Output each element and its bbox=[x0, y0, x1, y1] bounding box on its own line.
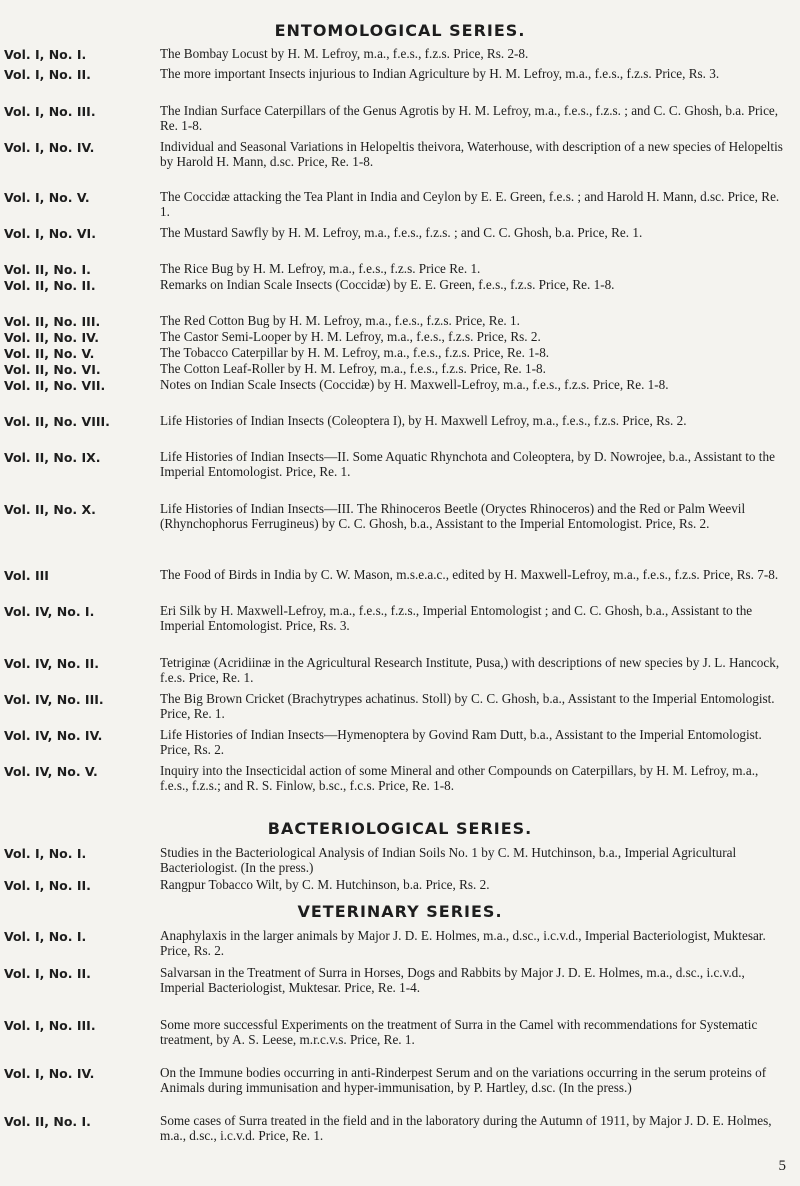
entry-description: Tetriginæ (Acridiinæ in the Agricultural Research Institute, Pusa,) with descriptions of new species by J. L. Hancock, f.e.s. Price, Re. 1. bbox=[160, 655, 780, 685]
volume-number: Vol. IV, No. V. bbox=[4, 764, 98, 779]
section-title-entomological: ENTOMOLOGICAL SERIES. bbox=[274, 21, 526, 40]
entry-description: The Big Brown Cricket (Brachytrypes achatinus. Stoll) by C. C. Ghosh, b.a., Assistant to the Imperial Entomologist. Price, Re. 1. bbox=[160, 691, 775, 721]
entry-description: The Rice Bug by H. M. Lefroy, m.a., f.e.s., f.z.s. Price Re. 1. bbox=[160, 261, 481, 276]
volume-number: Vol. I, No. V. bbox=[4, 190, 90, 205]
entry-description: The Castor Semi-Looper by H. M. Lefroy, m.a., f.e.s., f.z.s. Price, Rs. 2. bbox=[160, 329, 541, 344]
entry-description: Life Histories of Indian Insects (Coleoptera I), by H. Maxwell Lefroy, m.a., f.e.s., f.z.s. Price, Rs. 2. bbox=[160, 413, 687, 428]
volume-number: Vol. II, No. III. bbox=[4, 314, 101, 329]
entry-description: The Coccidæ attacking the Tea Plant in India and Ceylon by E. E. Green, f.e.s. ; and Harold H. Mann, d.sc. Price, Re. 1. bbox=[160, 189, 780, 219]
volume-number: Vol. I, No. II. bbox=[4, 966, 91, 981]
entry-description: The Tobacco Caterpillar by H. M. Lefroy, m.a., f.e.s., f.z.s. Price, Re. 1-8. bbox=[160, 345, 550, 360]
volume-number: Vol. II, No. II. bbox=[4, 278, 96, 293]
volume-number: Vol. I, No. I. bbox=[4, 929, 87, 944]
section-title-bacteriological: BACTERIOLOGICAL SERIES. bbox=[267, 819, 533, 838]
volume-number: Vol. II, No. X. bbox=[4, 502, 96, 517]
entry-description: Anaphylaxis in the larger animals by Major J. D. E. Holmes, m.a., d.sc., i.c.v.d., Imperial Bacteriologist, Muktesar. Price, Rs. 2. bbox=[160, 928, 766, 958]
entry-description: Salvarsan in the Treatment of Surra in Horses, Dogs and Rabbits by Major J. D. E. Holmes, m.a., d.sc., i.c.v.d., Imperial Bacteriologist, Muktesar. Price, Re. 1-4. bbox=[160, 965, 745, 995]
volume-number: Vol. I, No. IV. bbox=[4, 140, 95, 155]
entry-description: Some cases of Surra treated in the field and in the laboratory during the Autumn of 1911, by Major J. D. E. Holmes, m.a., d.sc., i.c.v.d. Price, Re. 1. bbox=[160, 1113, 772, 1143]
entry-description: Individual and Seasonal Variations in Helopeltis theivora, Waterhouse, with description of a new species of Helopeltis by Harold H. Mann, d.sc. Price, Re. 1-8. bbox=[160, 139, 783, 169]
volume-number: Vol. I, No. III. bbox=[4, 104, 96, 119]
volume-number: Vol. I, No. I. bbox=[4, 846, 87, 861]
entry-description: Life Histories of Indian Insects—III. The Rhinoceros Beetle (Oryctes Rhinoceros) and the Red or Palm Weevil (Rhynchophorus Ferrugineus) by C. C. Ghosh, b.a., Assistant to the Imperial Entomologist. Price, Rs. 2. bbox=[160, 501, 746, 531]
volume-number: Vol. IV, No. III. bbox=[4, 692, 104, 707]
volume-number: Vol. I, No. II. bbox=[4, 878, 91, 893]
entry-description: The Cotton Leaf-Roller by H. M. Lefroy, m.a., f.e.s., f.z.s. Price, Re. 1-8. bbox=[160, 361, 546, 376]
entry-description: The Mustard Sawfly by H. M. Lefroy, m.a., f.e.s., f.z.s. ; and C. C. Ghosh, b.a. Price, Re. 1. bbox=[160, 225, 643, 240]
volume-number: Vol. I, No. II. bbox=[4, 67, 91, 82]
entry-description: Studies in the Bacteriological Analysis of Indian Soils No. 1 by C. M. Hutchinson, b.a., Imperial Agricultural Bacteriologist. (In the press.) bbox=[160, 845, 737, 875]
page-number: 5 bbox=[778, 1158, 786, 1174]
volume-number: Vol. IV, No. I. bbox=[4, 604, 95, 619]
entry-description: Remarks on Indian Scale Insects (Coccidæ) by E. E. Green, f.e.s., f.z.s. Price, Re. 1-8. bbox=[160, 277, 615, 292]
entry-description: The more important Insects injurious to Indian Agriculture by H. M. Lefroy, m.a., f.e.s., f.z.s. Price, Rs. 3. bbox=[160, 66, 720, 81]
entry-description: Inquiry into the Insecticidal action of some Mineral and other Compounds on Caterpillars, by H. M. Lefroy, m.a., f.e.s., f.z.s.; and R. S. Finlow, b.sc., f.c.s. Price, Re. 1-8. bbox=[160, 763, 759, 793]
volume-number: Vol. II, No. V. bbox=[4, 346, 95, 361]
entry-description: The Indian Surface Caterpillars of the Genus Agrotis by H. M. Lefroy, m.a., f.e.s., f.z.s. ; and C. C. Ghosh, b.a. Price, Re. 1-8. bbox=[160, 103, 779, 133]
volume-number: Vol. II, No. I. bbox=[4, 1114, 91, 1129]
volume-number: Vol. IV, No. II. bbox=[4, 656, 99, 671]
entry-description: Some more successful Experiments on the treatment of Surra in the Camel with recommendations for Systematic treatment, by A. S. Leese, m.r.c.v.s. Price, Re. 1. bbox=[160, 1017, 758, 1047]
entry-description: Notes on Indian Scale Insects (Coccidæ) by H. Maxwell-Lefroy, m.a., f.e.s., f.z.s. Price, Re. 1-8. bbox=[160, 377, 669, 392]
volume-number: Vol. II, No. IX. bbox=[4, 450, 101, 465]
volume-number: Vol. II, No. VII. bbox=[4, 378, 106, 393]
volume-number: Vol. II, No. I. bbox=[4, 262, 91, 277]
entry-description: The Red Cotton Bug by H. M. Lefroy, m.a., f.e.s., f.z.s. Price, Re. 1. bbox=[160, 313, 520, 328]
entry-description: Rangpur Tobacco Wilt, by C. M. Hutchinson, b.a. Price, Rs. 2. bbox=[160, 877, 490, 892]
volume-number: Vol. II, No. IV. bbox=[4, 330, 99, 345]
entry-description: Eri Silk by H. Maxwell-Lefroy, m.a., f.e.s., f.z.s., Imperial Entomologist ; and C. C. Ghosh, b.a., Assistant to the Imperial Entomologist. Price, Rs. 3. bbox=[160, 603, 753, 633]
volume-number: Vol. III bbox=[4, 568, 49, 583]
section-title-veterinary: VETERINARY SERIES. bbox=[297, 902, 503, 921]
entry-description: The Food of Birds in India by C. W. Mason, m.s.e.a.c., edited by H. Maxwell-Lefroy, m.a., f.e.s., f.z.s. Price, Rs. 7-8. bbox=[160, 567, 779, 582]
entry-description: On the Immune bodies occurring in anti-Rinderpest Serum and on the variations occurring in the serum proteins of Animals during immunisation and hyper-immunisation, by P. Hartley, d.sc. (In the press.) bbox=[160, 1065, 767, 1095]
entry-description: Life Histories of Indian Insects—Hymenoptera by Govind Ram Dutt, b.a., Assistant to the Imperial Entomologist. Price, Rs. 2. bbox=[160, 727, 762, 757]
volume-number: Vol. I, No. IV. bbox=[4, 1066, 95, 1081]
volume-number: Vol. I, No. VI. bbox=[4, 226, 96, 241]
volume-number: Vol. I, No. I. bbox=[4, 47, 87, 62]
volume-number: Vol. IV, No. IV. bbox=[4, 728, 103, 743]
entry-description: Life Histories of Indian Insects—II. Some Aquatic Rhynchota and Coleoptera, by D. Nowrojee, b.a., Assistant to the Imperial Entomologist. Price, Re. 1. bbox=[160, 449, 775, 479]
entry-description: The Bombay Locust by H. M. Lefroy, m.a., f.e.s., f.z.s. Price, Rs. 2-8. bbox=[160, 46, 529, 61]
volume-number: Vol. II, No. VIII. bbox=[4, 414, 110, 429]
volume-number: Vol. II, No. VI. bbox=[4, 362, 101, 377]
volume-number: Vol. I, No. III. bbox=[4, 1018, 96, 1033]
